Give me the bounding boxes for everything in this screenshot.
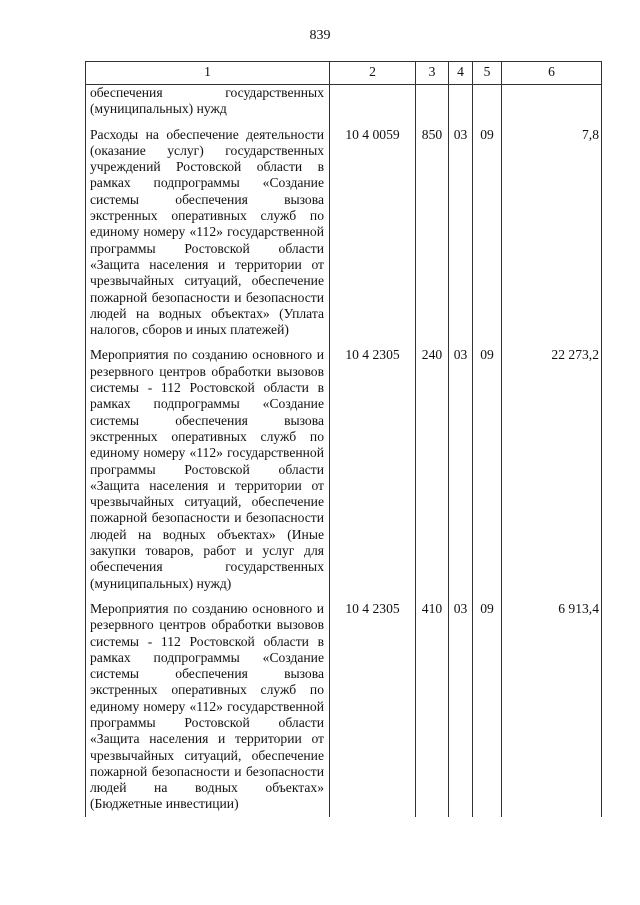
- row-subsection: 09: [473, 342, 502, 595]
- row-section: 03: [449, 342, 473, 595]
- row-amount: 22 273,2: [502, 342, 602, 595]
- table-row: [86, 342, 602, 595]
- row-subsection: 09: [473, 122, 502, 343]
- budget-table: [85, 61, 602, 817]
- row-section: 03: [449, 122, 473, 343]
- row-target-code: [330, 85, 416, 122]
- row-target-code: 10 4 0059: [330, 122, 416, 343]
- row-expense-type: 850: [416, 122, 449, 343]
- table-row: [86, 596, 602, 817]
- header-col-6: 6: [502, 62, 602, 85]
- row-subsection: 09: [473, 596, 502, 817]
- row-description: обеспечения государственных (муниципальных) нужд: [86, 85, 330, 122]
- row-expense-type: 410: [416, 596, 449, 817]
- row-section: [449, 85, 473, 122]
- row-target-code: 10 4 2305: [330, 596, 416, 817]
- row-amount: 7,8: [502, 122, 602, 343]
- header-col-3: 3: [416, 62, 449, 85]
- header-col-2: 2: [330, 62, 416, 85]
- page-number: 839: [309, 28, 331, 43]
- row-subsection: [473, 85, 502, 122]
- table-row: [86, 85, 602, 122]
- table-header-row: [86, 62, 602, 85]
- row-expense-type: [416, 85, 449, 122]
- row-description: Расходы на обеспечение деятельности (оказание услуг) государственных учреждений Ростовской области в рамках подпрограммы «Создание системы обеспечения вызова экстренных оперативных служб по единому номеру «112» государственной программы Ростовской области «Защита населения и территории от чрезвычайных ситуаций, обеспечение пожарной безопасности и безопасности людей на водных объектах» (Уплата налогов, сборов и иных платежей): [86, 122, 330, 343]
- row-section: 03: [449, 596, 473, 817]
- table-row: [86, 122, 602, 343]
- header-col-1: 1: [86, 62, 330, 85]
- row-description: Мероприятия по созданию основного и резервного центров обработки вызовов системы - 112 Ростовской области в рамках подпрограммы «Создание системы обеспечения вызова экстренных оперативных служб по единому номеру «112» государственной программы Ростовской области «Защита населения и территории от чрезвычайных ситуаций, обеспечение пожарной безопасности и безопасности людей на водных объектах» (Иные закупки товаров, работ и услуг для обеспечения государственных (муниципальных) нужд): [86, 342, 330, 595]
- header-col-5: 5: [473, 62, 502, 85]
- row-target-code: 10 4 2305: [330, 342, 416, 595]
- row-amount: [502, 85, 602, 122]
- row-amount: 6 913,4: [502, 596, 602, 817]
- row-description: Мероприятия по созданию основного и резервного центров обработки вызовов системы - 112 Ростовской области в рамках подпрограммы «Создание системы обеспечения вызова экстренных оперативных служб по единому номеру «112» государственной программы Ростовской области «Защита населения и территории от чрезвычайных ситуаций, обеспечение пожарной безопасности и безопасности людей на водных объектах» (Бюджетные инвестиции): [86, 596, 330, 817]
- row-expense-type: 240: [416, 342, 449, 595]
- header-col-4: 4: [449, 62, 473, 85]
